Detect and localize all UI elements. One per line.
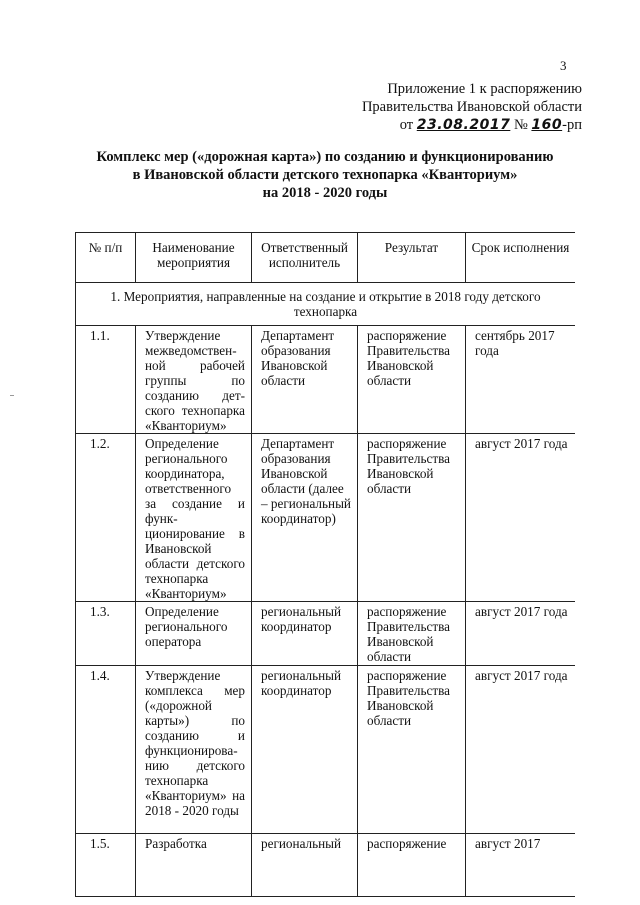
table-row (76, 666, 576, 834)
row-responsible: Департамент образования Ивановской области (252, 326, 358, 434)
page-number: 3 (560, 58, 567, 73)
table-row (76, 434, 576, 602)
appendix-number: 160 (531, 117, 563, 133)
row-name: Утверждение комплекса мер («дорожной карты») по созданию и функционирова-нию детского технопарка «Кванториум» на 2018 - 2020 годы (136, 666, 252, 834)
row-num: 1.2. (76, 434, 136, 602)
appendix-date: 23.08.2017 (416, 117, 511, 133)
row-deadline: август 2017 года (466, 666, 576, 834)
header-num: № п/п (76, 233, 136, 283)
row-num: 1.4. (76, 666, 136, 834)
row-name: Определение регионального координатора, ответственного за создание и функ-ционирование в Ивановской области детского технопарка «Кванториум» (136, 434, 252, 602)
row-result: распоряжение Правительства Ивановской области (358, 602, 466, 666)
appendix-header (262, 80, 582, 134)
document-title (60, 148, 590, 202)
row-num: 1.3. (76, 602, 136, 666)
title-line-3: на 2018 - 2020 годы (262, 185, 388, 201)
row-responsible: региональный координатор (252, 602, 358, 666)
title-line-2: в Ивановской области детского технопарка «Кванториум» (132, 167, 518, 183)
roadmap-table-wrapper (75, 232, 575, 905)
appendix-from-prefix: от (399, 117, 414, 133)
row-name: Разработка (136, 834, 252, 897)
row-deadline: август 2017 (466, 834, 576, 897)
roadmap-table (75, 232, 575, 897)
row-num: 1.5. (76, 834, 136, 897)
row-name: Утверждение межведомствен-ной рабочей группы по созданию дет-ского технопарка «Кванториум» (136, 326, 252, 434)
table-row (76, 326, 576, 434)
row-num: 1.1. (76, 326, 136, 434)
row-responsible: региональный координатор (252, 666, 358, 834)
header-responsible: Ответственный исполнитель (252, 233, 358, 283)
row-result: распоряжение Правительства Ивановской области (358, 666, 466, 834)
row-responsible: Департамент образования Ивановской области (далее – региональный координатор) (252, 434, 358, 602)
table-row (76, 834, 576, 897)
appendix-suffix: -рп (562, 117, 582, 133)
appendix-line-1: Приложение 1 к распоряжению (387, 81, 582, 97)
header-name: Наименование мероприятия (136, 233, 252, 283)
row-result: распоряжение Правительства Ивановской области (358, 434, 466, 602)
header-deadline: Срок исполнения (466, 233, 576, 283)
table-row (76, 602, 576, 666)
title-line-1: Комплекс мер («дорожная карта») по созданию и функционированию (96, 149, 554, 165)
row-deadline: август 2017 года (466, 434, 576, 602)
row-responsible: региональный (252, 834, 358, 897)
table-header-row (76, 233, 576, 283)
section-title: 1. Мероприятия, направленные на создание и открытие в 2018 году детского технопарка (76, 283, 576, 326)
appendix-line-2: Правительства Ивановской области (361, 99, 582, 115)
row-name: Определение регионального оператора (136, 602, 252, 666)
appendix-date-line (262, 116, 582, 134)
appendix-number-label: № (513, 117, 528, 133)
section-row (76, 283, 576, 326)
row-deadline: сентябрь 2017 года (466, 326, 576, 434)
row-result: распоряжение Правительства Ивановской области (358, 326, 466, 434)
header-result: Результат (358, 233, 466, 283)
margin-mark (10, 395, 14, 396)
row-deadline: август 2017 года (466, 602, 576, 666)
row-result: распоряжение (358, 834, 466, 897)
